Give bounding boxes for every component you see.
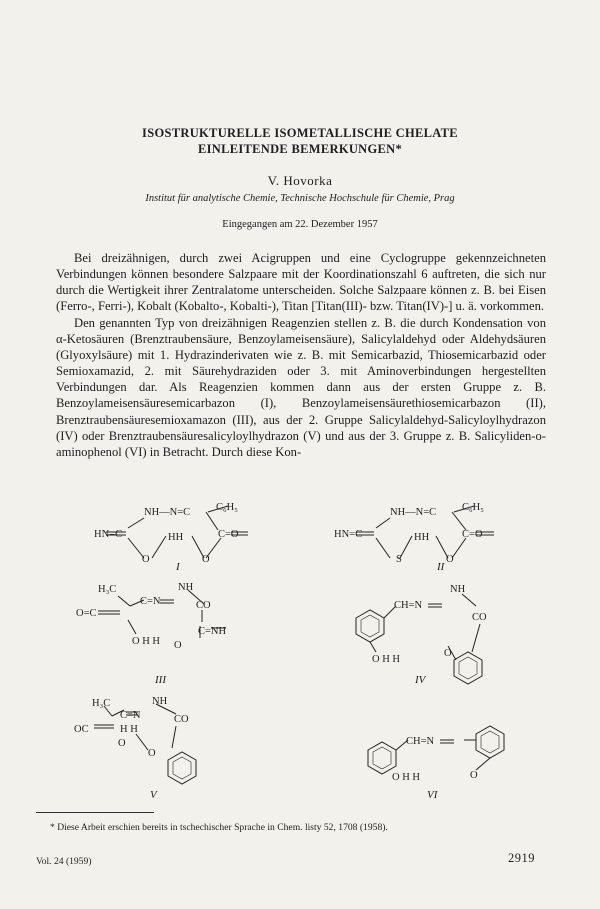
page-number: 2919	[508, 851, 535, 865]
journal-volume: Vol. 24 (1959)	[36, 856, 92, 867]
formula-v-co-right: CO	[174, 714, 189, 725]
paragraph-1: Bei dreizähnigen, durch zwei Acigruppen und eine Cyclogruppe gekennzeichneten Verbindungen können besondere Salzpaare mit der Koordinationszahl 6 auftreten, die sich nur durch die Wertigkeit ihrer Zentralatome unterscheiden. Solche Salzpaare können z. B. bei Eisen (Ferro-, Ferri-), Kobalt (Kobalto-, Kobalti-), Titan [Titan(III)- bzw. Titan(IV)-] u. ä. vorkommen.	[56, 251, 546, 314]
formula-iv-nh: NH	[450, 584, 466, 595]
formula-vi-o: O	[470, 770, 478, 781]
formula-iv-o-h: O H H	[372, 654, 400, 665]
formula-i-nh-n: NH—N=C	[144, 507, 191, 518]
formula-ii-hn: HN=C	[334, 529, 363, 540]
formula-iii-nh: NH	[178, 582, 194, 593]
title-line-2: EINLEITENDE BEMERKUNGEN*	[197, 142, 403, 156]
received-date: Eingegangen am 22. Dezember 1957	[222, 219, 378, 230]
formula-i-o-left: O	[142, 554, 150, 565]
formula-iii-o-c: O=C	[76, 608, 97, 619]
formula-vi-structure	[368, 726, 504, 774]
formula-label-v: V	[150, 789, 157, 801]
formula-iii-o-bottom: O	[174, 640, 182, 651]
formula-iii-h3c: H₃C	[98, 584, 117, 595]
formula-ii-c6h5: C₆H₅	[462, 502, 484, 513]
formula-iv-ch-n: CH=N	[394, 600, 423, 611]
formula-v-h3c: H₃C	[92, 698, 111, 709]
formula-iii-c-nh: C=NH	[198, 626, 227, 637]
formula-vi-o-h-h: O H H	[392, 772, 420, 783]
formula-v-o-right: O	[148, 748, 156, 759]
formula-vi-ch-n: CH=N	[406, 736, 435, 747]
paragraph-2: Den genannten Typ von dreizähnigen Reagenzien stellen z. B. die durch Kondensation von α-Ketosäuren (Brenztraubensäure, Benzoylameisensäure), Salicylaldehyd oder Aldehydsäuren (Glyoxylsäure) mit 1. Hydrazinderivaten wie z. B. mit Semicarbazid, Thiosemicarbazid oder Semioxamazid, 2. mit Säurehydraziden oder 3. mit Aminoverbindungen hergestellten Verbindungen dar. Als Reagenzien kommen dann aus der ersten Gruppe z. B. Benzoylameisensäuresemicarbazon (I), Benzoylameisensäurethiosemicarbazon (II), Brenztraubensäuresemioxamazon (III), aus der 2. Gruppe Salicylaldehyd-Salicyloylhydrazon (IV) oder Brenztraubensäuresalicyloylhydrazon (V) und aus der 3. Gruppe z. B. Salicyliden-o-aminophenol (VI) in Betracht. Durch diese Kon-	[56, 315, 546, 459]
formula-ii-s: S	[396, 554, 402, 565]
formula-v-o-left: O	[118, 738, 126, 749]
title-line-1: ISOSTRUKTURELLE ISOMETALLISCHE CHELATE	[142, 126, 458, 140]
formula-ii-nh-n: NH—N=C	[390, 507, 437, 518]
formula-i-o-right: O	[202, 554, 210, 565]
formula-i-hn: HN=C	[94, 529, 123, 540]
formula-label-vi: VI	[427, 789, 438, 801]
formula-v-nh: NH	[152, 696, 168, 707]
formula-v-c-n: C=N	[120, 710, 141, 721]
formula-ii-c-o: C=O	[462, 529, 483, 540]
formula-i-c6h5: C₆H₅	[216, 502, 238, 513]
body-text	[56, 250, 546, 460]
affiliation: Institut für analytische Chemie, Technische Hochschule für Chemie, Prag	[145, 193, 455, 204]
formula-ii-o: O	[446, 554, 454, 565]
formula-iii-co: CO	[196, 600, 211, 611]
formula-label-iii: III	[155, 674, 166, 686]
footnote-divider	[36, 812, 154, 813]
formula-v-hh: H H	[120, 724, 138, 735]
formula-label-i: I	[176, 561, 180, 573]
formula-v-oc: OC	[74, 724, 89, 735]
formula-iii-c-n: C=N	[140, 596, 161, 607]
formula-i-hh: HH	[168, 532, 184, 543]
structural-formulas	[56, 500, 546, 820]
formula-iv-co: CO	[472, 612, 487, 623]
footnote: * Diese Arbeit erschien bereits in tschechischer Sprache in Chem. listy 52, 1708 (1958).	[50, 822, 388, 833]
formula-label-ii: II	[437, 561, 445, 573]
formula-ii-hh: HH	[414, 532, 430, 543]
formula-label-iv: IV	[415, 674, 426, 686]
formula-iii-o-h: O H H	[132, 636, 160, 647]
formula-iv-o: O	[444, 648, 452, 659]
formula-i-c-o: C=O	[218, 529, 239, 540]
author: V. Hovorka	[267, 173, 333, 188]
